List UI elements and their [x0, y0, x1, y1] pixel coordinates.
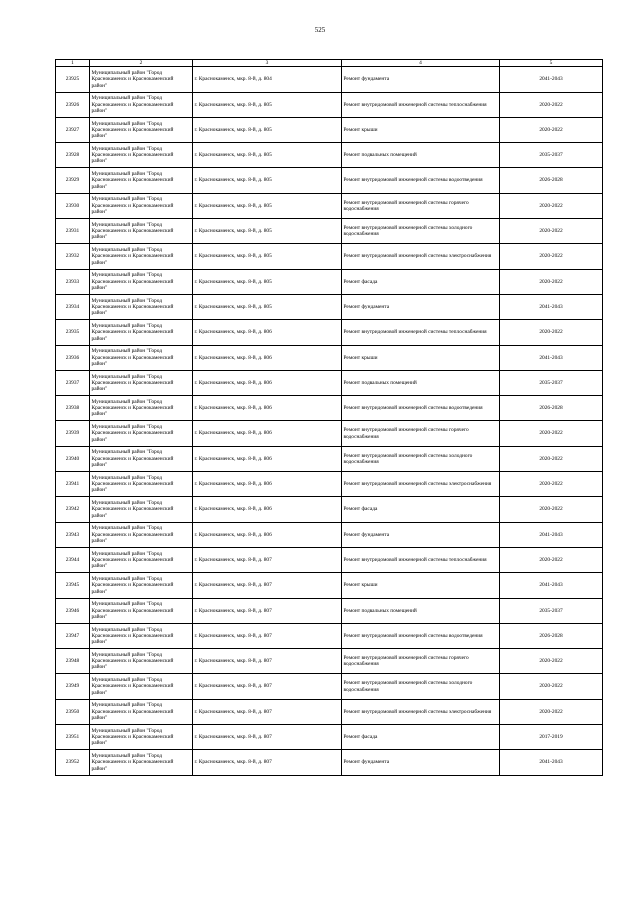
address-cell: г. Краснокаменск, мкр. 8-й, д. 805 [193, 143, 342, 168]
work-type-cell: Ремонт внутридомовой инженерной системы электроснабжения [342, 472, 500, 497]
table-row [56, 320, 603, 345]
period-cell: 2026-2028 [500, 396, 603, 421]
table-row [56, 396, 603, 421]
table-row [56, 421, 603, 446]
work-type-cell: Ремонт фундамента [342, 522, 500, 547]
column-header-1: 1 [56, 60, 90, 67]
address-cell: г. Краснокаменск, мкр. 8-й, д. 806 [193, 370, 342, 395]
row-number: 23929 [56, 168, 90, 193]
row-number: 23945 [56, 573, 90, 598]
table-row [56, 547, 603, 572]
municipality-cell: Муниципальный район "Город Краснокаменск и Краснокаменский район" [90, 92, 193, 117]
work-type-cell: Ремонт подвальных помещений [342, 598, 500, 623]
address-cell: г. Краснокаменск, мкр. 8-й, д. 807 [193, 750, 342, 775]
address-cell: г. Краснокаменск, мкр. 8-й, д. 806 [193, 522, 342, 547]
period-cell: 2041-2043 [500, 294, 603, 319]
work-type-cell: Ремонт внутридомовой инженерной системы холодного водоснабжения [342, 674, 500, 699]
table-row [56, 92, 603, 117]
municipality-cell: Муниципальный район "Город Краснокаменск и Краснокаменский район" [90, 294, 193, 319]
column-header-2: 2 [90, 60, 193, 67]
address-cell: г. Краснокаменск, мкр. 8-й, д. 806 [193, 497, 342, 522]
work-type-cell: Ремонт фасада [342, 497, 500, 522]
table-row [56, 623, 603, 648]
table-header [56, 60, 603, 67]
address-cell: г. Краснокаменск, мкр. 8-й, д. 806 [193, 396, 342, 421]
row-number: 23942 [56, 497, 90, 522]
table-row [56, 117, 603, 142]
row-number: 23950 [56, 699, 90, 724]
municipality-cell: Муниципальный район "Город Краснокаменск и Краснокаменский район" [90, 598, 193, 623]
row-number: 23943 [56, 522, 90, 547]
column-number-row [56, 60, 603, 67]
period-cell: 2020-2022 [500, 421, 603, 446]
municipality-cell: Муниципальный район "Город Краснокаменск и Краснокаменский район" [90, 244, 193, 269]
row-number: 23941 [56, 472, 90, 497]
municipality-cell: Муниципальный район "Город Краснокаменск и Краснокаменский район" [90, 725, 193, 750]
work-type-cell: Ремонт внутридомовой инженерной системы электроснабжения [342, 699, 500, 724]
municipality-cell: Муниципальный район "Город Краснокаменск и Краснокаменский район" [90, 446, 193, 471]
address-cell: г. Краснокаменск, мкр. 8-й, д. 805 [193, 269, 342, 294]
work-type-cell: Ремонт внутридомовой инженерной системы водоотведения [342, 623, 500, 648]
work-type-cell: Ремонт внутридомовой инженерной системы водоотведения [342, 396, 500, 421]
table-row [56, 649, 603, 674]
municipality-cell: Муниципальный район "Город Краснокаменск и Краснокаменский район" [90, 699, 193, 724]
row-number: 23935 [56, 320, 90, 345]
address-cell: г. Краснокаменск, мкр. 8-й, д. 806 [193, 421, 342, 446]
table-row [56, 699, 603, 724]
row-number: 23949 [56, 674, 90, 699]
period-cell: 2020-2022 [500, 547, 603, 572]
address-cell: г. Краснокаменск, мкр. 8-й, д. 805 [193, 168, 342, 193]
repair-schedule-table [55, 59, 603, 776]
address-cell: г. Краснокаменск, мкр. 8-й, д. 805 [193, 193, 342, 218]
period-cell: 2020-2022 [500, 269, 603, 294]
work-type-cell: Ремонт подвальных помещений [342, 370, 500, 395]
municipality-cell: Муниципальный район "Город Краснокаменск и Краснокаменский район" [90, 370, 193, 395]
municipality-cell: Муниципальный район "Город Краснокаменск и Краснокаменский район" [90, 269, 193, 294]
address-cell: г. Краснокаменск, мкр. 8-й, д. 807 [193, 725, 342, 750]
period-cell: 2035-2037 [500, 143, 603, 168]
row-number: 23940 [56, 446, 90, 471]
work-type-cell: Ремонт внутридомовой инженерной системы электроснабжения [342, 244, 500, 269]
period-cell: 2020-2022 [500, 674, 603, 699]
municipality-cell: Муниципальный район "Город Краснокаменск и Краснокаменский район" [90, 623, 193, 648]
table-row [56, 345, 603, 370]
work-type-cell: Ремонт крыши [342, 345, 500, 370]
table-row [56, 725, 603, 750]
period-cell: 2026-2028 [500, 623, 603, 648]
period-cell: 2020-2022 [500, 193, 603, 218]
work-type-cell: Ремонт внутридомовой инженерной системы теплоснабжения [342, 92, 500, 117]
row-number: 23931 [56, 219, 90, 244]
table-row [56, 522, 603, 547]
municipality-cell: Муниципальный район "Город Краснокаменск и Краснокаменский район" [90, 472, 193, 497]
period-cell: 2020-2022 [500, 219, 603, 244]
row-number: 23946 [56, 598, 90, 623]
table-row [56, 193, 603, 218]
column-header-5: 5 [500, 60, 603, 67]
address-cell: г. Краснокаменск, мкр. 8-й, д. 805 [193, 244, 342, 269]
address-cell: г. Краснокаменск, мкр. 8-й, д. 805 [193, 92, 342, 117]
row-number: 23937 [56, 370, 90, 395]
table-body [56, 67, 603, 775]
period-cell: 2020-2022 [500, 497, 603, 522]
work-type-cell: Ремонт внутридомовой инженерной системы холодного водоснабжения [342, 446, 500, 471]
table-row [56, 244, 603, 269]
work-type-cell: Ремонт внутридомовой инженерной системы горячего водоснабжения [342, 649, 500, 674]
address-cell: г. Краснокаменск, мкр. 8-й, д. 805 [193, 219, 342, 244]
address-cell: г. Краснокаменск, мкр. 8-й, д. 806 [193, 472, 342, 497]
period-cell: 2035-2037 [500, 370, 603, 395]
period-cell: 2020-2022 [500, 699, 603, 724]
period-cell: 2020-2022 [500, 117, 603, 142]
row-number: 23936 [56, 345, 90, 370]
address-cell: г. Краснокаменск, мкр. 8-й, д. 806 [193, 345, 342, 370]
row-number: 23951 [56, 725, 90, 750]
table-row [56, 168, 603, 193]
municipality-cell: Муниципальный район "Город Краснокаменск и Краснокаменский район" [90, 396, 193, 421]
municipality-cell: Муниципальный район "Город Краснокаменск и Краснокаменский район" [90, 117, 193, 142]
row-number: 23932 [56, 244, 90, 269]
municipality-cell: Муниципальный район "Город Краснокаменск и Краснокаменский район" [90, 143, 193, 168]
work-type-cell: Ремонт внутридомовой инженерной системы теплоснабжения [342, 320, 500, 345]
work-type-cell: Ремонт крыши [342, 117, 500, 142]
work-type-cell: Ремонт внутридомовой инженерной системы горячего водоснабжения [342, 193, 500, 218]
municipality-cell: Муниципальный район "Город Краснокаменск и Краснокаменский район" [90, 345, 193, 370]
municipality-cell: Муниципальный район "Город Краснокаменск и Краснокаменский район" [90, 67, 193, 92]
period-cell: 2041-2043 [500, 750, 603, 775]
address-cell: г. Краснокаменск, мкр. 8-й, д. 805 [193, 117, 342, 142]
period-cell: 2035-2037 [500, 598, 603, 623]
work-type-cell: Ремонт внутридомовой инженерной системы теплоснабжения [342, 547, 500, 572]
row-number: 23947 [56, 623, 90, 648]
work-type-cell: Ремонт фундамента [342, 750, 500, 775]
work-type-cell: Ремонт фундамента [342, 67, 500, 92]
municipality-cell: Муниципальный район "Город Краснокаменск и Краснокаменский район" [90, 320, 193, 345]
work-type-cell: Ремонт внутридомовой инженерной системы горячего водоснабжения [342, 421, 500, 446]
row-number: 23952 [56, 750, 90, 775]
address-cell: г. Краснокаменск, мкр. 8-й, д. 807 [193, 598, 342, 623]
period-cell: 2041-2043 [500, 67, 603, 92]
table-row [56, 750, 603, 775]
row-number: 23944 [56, 547, 90, 572]
address-cell: г. Краснокаменск, мкр. 8-й, д. 806 [193, 446, 342, 471]
period-cell: 2017-2019 [500, 725, 603, 750]
period-cell: 2020-2022 [500, 320, 603, 345]
table-row [56, 219, 603, 244]
municipality-cell: Муниципальный район "Город Краснокаменск и Краснокаменский район" [90, 649, 193, 674]
row-number: 23939 [56, 421, 90, 446]
page-number: 525 [314, 26, 326, 34]
table-row [56, 497, 603, 522]
work-type-cell: Ремонт подвальных помещений [342, 143, 500, 168]
address-cell: г. Краснокаменск, мкр. 8-й, д. 807 [193, 547, 342, 572]
row-number: 23933 [56, 269, 90, 294]
table-row [56, 269, 603, 294]
column-header-4: 4 [342, 60, 500, 67]
table-row [56, 598, 603, 623]
municipality-cell: Муниципальный район "Город Краснокаменск и Краснокаменский район" [90, 168, 193, 193]
work-type-cell: Ремонт фасада [342, 269, 500, 294]
table-row [56, 446, 603, 471]
table-row [56, 573, 603, 598]
work-type-cell: Ремонт фундамента [342, 294, 500, 319]
row-number: 23934 [56, 294, 90, 319]
table-row [56, 370, 603, 395]
address-cell: г. Краснокаменск, мкр. 8-й, д. 807 [193, 674, 342, 699]
address-cell: г. Краснокаменск, мкр. 8-й, д. 807 [193, 649, 342, 674]
municipality-cell: Муниципальный район "Город Краснокаменск и Краснокаменский район" [90, 421, 193, 446]
address-cell: г. Краснокаменск, мкр. 8-й, д. 806 [193, 320, 342, 345]
table-row [56, 472, 603, 497]
municipality-cell: Муниципальный район "Город Краснокаменск и Краснокаменский район" [90, 219, 193, 244]
municipality-cell: Муниципальный район "Город Краснокаменск и Краснокаменский район" [90, 522, 193, 547]
address-cell: г. Краснокаменск, мкр. 8-й, д. 804 [193, 67, 342, 92]
period-cell: 2020-2022 [500, 92, 603, 117]
table-row [56, 674, 603, 699]
row-number: 23926 [56, 92, 90, 117]
period-cell: 2026-2028 [500, 168, 603, 193]
table-row [56, 294, 603, 319]
table-row [56, 67, 603, 92]
work-type-cell: Ремонт фасада [342, 725, 500, 750]
municipality-cell: Муниципальный район "Город Краснокаменск и Краснокаменский район" [90, 573, 193, 598]
municipality-cell: Муниципальный район "Город Краснокаменск и Краснокаменский район" [90, 674, 193, 699]
period-cell: 2020-2022 [500, 472, 603, 497]
address-cell: г. Краснокаменск, мкр. 8-й, д. 807 [193, 699, 342, 724]
work-type-cell: Ремонт крыши [342, 573, 500, 598]
period-cell: 2041-2043 [500, 522, 603, 547]
address-cell: г. Краснокаменск, мкр. 8-й, д. 805 [193, 294, 342, 319]
address-cell: г. Краснокаменск, мкр. 8-й, д. 807 [193, 623, 342, 648]
row-number: 23938 [56, 396, 90, 421]
work-type-cell: Ремонт внутридомовой инженерной системы холодного водоснабжения [342, 219, 500, 244]
period-cell: 2041-2043 [500, 345, 603, 370]
row-number: 23928 [56, 143, 90, 168]
row-number: 23927 [56, 117, 90, 142]
row-number: 23925 [56, 67, 90, 92]
municipality-cell: Муниципальный район "Город Краснокаменск и Краснокаменский район" [90, 750, 193, 775]
column-header-3: 3 [193, 60, 342, 67]
row-number: 23948 [56, 649, 90, 674]
table-row [56, 143, 603, 168]
period-cell: 2041-2043 [500, 573, 603, 598]
period-cell: 2020-2022 [500, 649, 603, 674]
address-cell: г. Краснокаменск, мкр. 8-й, д. 807 [193, 573, 342, 598]
municipality-cell: Муниципальный район "Город Краснокаменск и Краснокаменский район" [90, 497, 193, 522]
municipality-cell: Муниципальный район "Город Краснокаменск и Краснокаменский район" [90, 547, 193, 572]
period-cell: 2020-2022 [500, 446, 603, 471]
work-type-cell: Ремонт внутридомовой инженерной системы водоотведения [342, 168, 500, 193]
period-cell: 2020-2022 [500, 244, 603, 269]
row-number: 23930 [56, 193, 90, 218]
municipality-cell: Муниципальный район "Город Краснокаменск и Краснокаменский район" [90, 193, 193, 218]
